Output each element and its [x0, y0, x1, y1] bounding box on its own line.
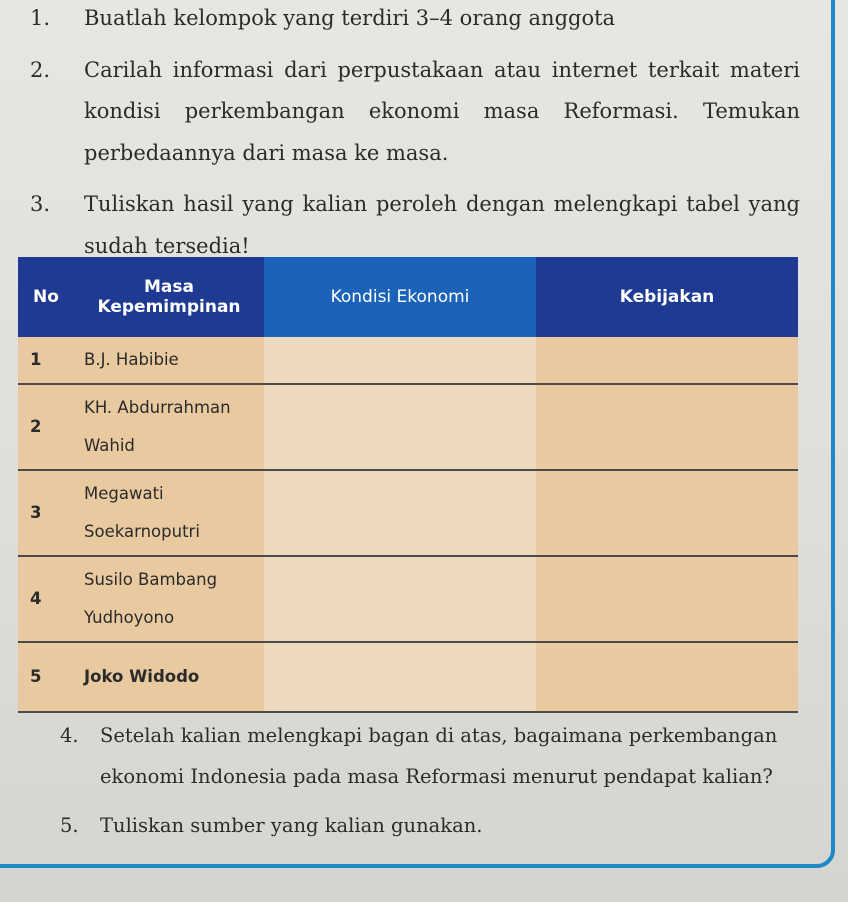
question-item: [60, 715, 800, 797]
instruction-text: Carilah informasi dari perpustakaan atau internet terkait materi kondisi perkembangan ekonomi masa Reformasi. Temukan perbedaannya dari masa ke masa.: [84, 57, 800, 165]
instruction-item: [30, 0, 800, 40]
header-kondisi-ekonomi: Kondisi Ekonomi: [264, 257, 536, 337]
kebijakan-cell[interactable]: [536, 642, 798, 712]
instruction-text: Tuliskan hasil yang kalian peroleh dengan melengkapi tabel yang sudah tersedia!: [84, 192, 800, 258]
header-no: No: [18, 257, 74, 337]
kebijakan-cell[interactable]: [536, 337, 798, 384]
header-masa-kepemimpinan: Masa Kepemimpinan: [74, 257, 264, 337]
kondisi-cell[interactable]: [264, 384, 536, 470]
leader-name: Megawati Soekarnoputri: [74, 470, 264, 556]
question-text: Tuliskan sumber yang kalian gunakan.: [100, 814, 483, 837]
question-number: 4.: [60, 724, 79, 747]
question-text: Setelah kalian melengkapi bagan di atas, bagaimana perkembangan ekonomi Indonesia pada masa Reformasi menurut pendapat kalian?: [100, 724, 778, 788]
table-row: [18, 470, 798, 556]
instruction-item: [30, 50, 800, 175]
instruction-number: 2.: [30, 57, 51, 82]
leader-name: B.J. Habibie: [74, 337, 264, 384]
row-number: 4: [18, 556, 74, 642]
leader-name: Susilo Bambang Yudhoyono: [74, 556, 264, 642]
leader-name: Joko Widodo: [74, 642, 264, 712]
row-number: 1: [18, 337, 74, 384]
question-list: [60, 715, 800, 846]
kondisi-cell[interactable]: [264, 337, 536, 384]
table-row: [18, 384, 798, 470]
leader-name: KH. Abdurrahman Wahid: [74, 384, 264, 470]
row-number: 5: [18, 642, 74, 712]
economy-table: [18, 257, 798, 713]
kebijakan-cell[interactable]: [536, 470, 798, 556]
kondisi-cell[interactable]: [264, 642, 536, 712]
kondisi-cell[interactable]: [264, 556, 536, 642]
table-header-row: [18, 257, 798, 337]
instruction-text: Buatlah kelompok yang terdiri 3–4 orang anggota: [84, 6, 616, 30]
table-row: [18, 337, 798, 384]
table-row: [18, 556, 798, 642]
kebijakan-cell[interactable]: [536, 384, 798, 470]
instruction-number: 1.: [30, 6, 51, 30]
question-item: [60, 805, 800, 846]
table-row: [18, 642, 798, 712]
kondisi-cell[interactable]: [264, 470, 536, 556]
header-kebijakan: Kebijakan: [536, 257, 798, 337]
kebijakan-cell[interactable]: [536, 556, 798, 642]
row-number: 3: [18, 470, 74, 556]
row-number: 2: [18, 384, 74, 470]
instruction-item: [30, 184, 800, 267]
instruction-list: [30, 0, 800, 267]
question-number: 5.: [60, 814, 79, 837]
instruction-number: 3.: [30, 192, 51, 216]
